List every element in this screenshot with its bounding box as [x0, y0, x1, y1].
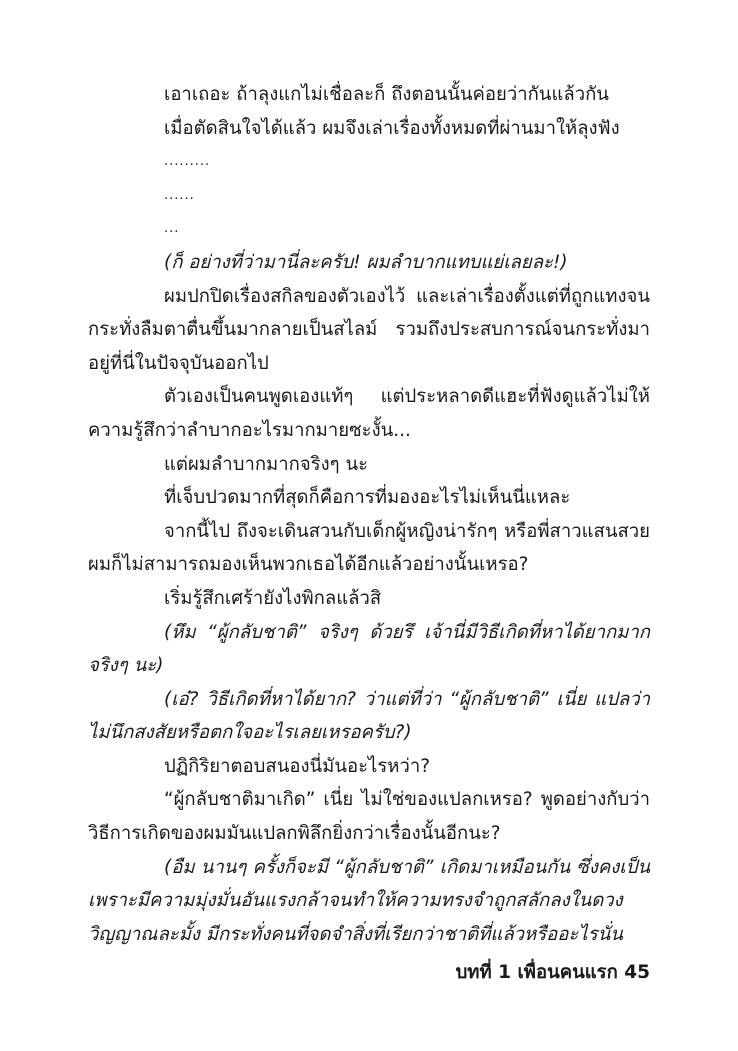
paragraph-italic: (หึม “ผู้กลับชาติ” จริงๆ ด้วยรึ เจ้านี่มีวิธีเกิดที่หาได้ยากมากจริงๆ นะ): [88, 621, 650, 677]
paragraph: ที่เจ็บปวดมากที่สุดก็คือการที่มองอะไรไม่เห็นนี่แหละ: [164, 487, 571, 509]
paragraph: ปฏิกิริยาตอบสนองนี่มันอะไรหว่า?: [164, 755, 431, 777]
paragraph-italic: (เอ๋? วิธีเกิดที่หาได้ยาก? ว่าแต่ที่ว่า “ผู้กลับชาติ” เนี่ย แปลว่าไม่นึกสงสัยหรือตกใจอะไรเลยเหรอครับ?): [88, 688, 650, 744]
paragraph: จากนี้ไป ถึงจะเดินสวนกับเด็กผู้หญิงน่ารักๆ หรือพี่สาวแสนสวยผมก็ไม่สามารถมองเห็นพวกเธอได้อีกแล้วอย่างนั้นเหรอ?: [88, 520, 650, 576]
ellipsis-line: ......: [164, 187, 195, 203]
ellipsis-line: .........: [164, 154, 211, 170]
paragraph: เอาเถอะ ถ้าลุงแกไม่เชื่อละก็ ถึงตอนนั้นค่อยว่ากันแล้วกัน: [164, 84, 609, 105]
paragraph: “ผู้กลับชาติมาเกิด” เนี่ย ไม่ใช่ของแปลกเหรอ? พูดอย่างกับว่าวิธีการเกิดของผมมันแปลกพิลึกยิ่งกว่าเรื่องนั้นอีกนะ?: [88, 789, 650, 845]
page-body: [88, 78, 650, 951]
paragraph-italic: (ก็ อย่างที่ว่ามานี่ละครับ! ผมลำบากแทบแย่เลยละ!): [164, 251, 568, 273]
ellipsis-line: ...: [164, 221, 180, 237]
paragraph: แต่ผมลำบากมากจริงๆ นะ: [164, 453, 369, 475]
paragraph: ผมปกปิดเรื่องสกิลของตัวเองไว้ และเล่าเรื่องตั้งแต่ที่ถูกแทงจนกระทั่งลืมตาตื่นขึ้นมากลายเป็นสไลม์ รวมถึงประสบการณ์จนกระทั่งมาอยู่ที่นี่ในปัจจุบันออกไป: [88, 285, 650, 374]
paragraph: เริ่มรู้สึกเศร้ายังไงพิกลแล้วสิ: [164, 587, 382, 609]
paragraph: ตัวเองเป็นคนพูดเองแท้ๆ แต่ประหลาดดีแฮะที่ฟังดูแล้วไม่ให้ความรู้สึกว่าลำบากอะไรมากมายซะงั้น...: [88, 386, 650, 441]
page-footer: บทที่ 1 เพื่อนคนแรก 45: [455, 962, 650, 983]
paragraph: เมื่อตัดสินใจได้แล้ว ผมจึงเล่าเรื่องทั้งหมดที่ผ่านมาให้ลุงฟัง: [164, 117, 620, 139]
paragraph-italic: (อืม นานๆ ครั้งก็จะมี “ผู้กลับชาติ” เกิดมาเหมือนกัน ซึ่งคงเป็นเพราะมีความมุ่งมั่นอันแรงกล้าจนทำให้ความทรงจำถูกสลักลงในดวงวิญญาณละมั้ง มีกระทั่งคนที่จดจำสิ่งที่เรียกว่าชาติที่แล้วหรืออะไรนั่น: [88, 856, 650, 945]
